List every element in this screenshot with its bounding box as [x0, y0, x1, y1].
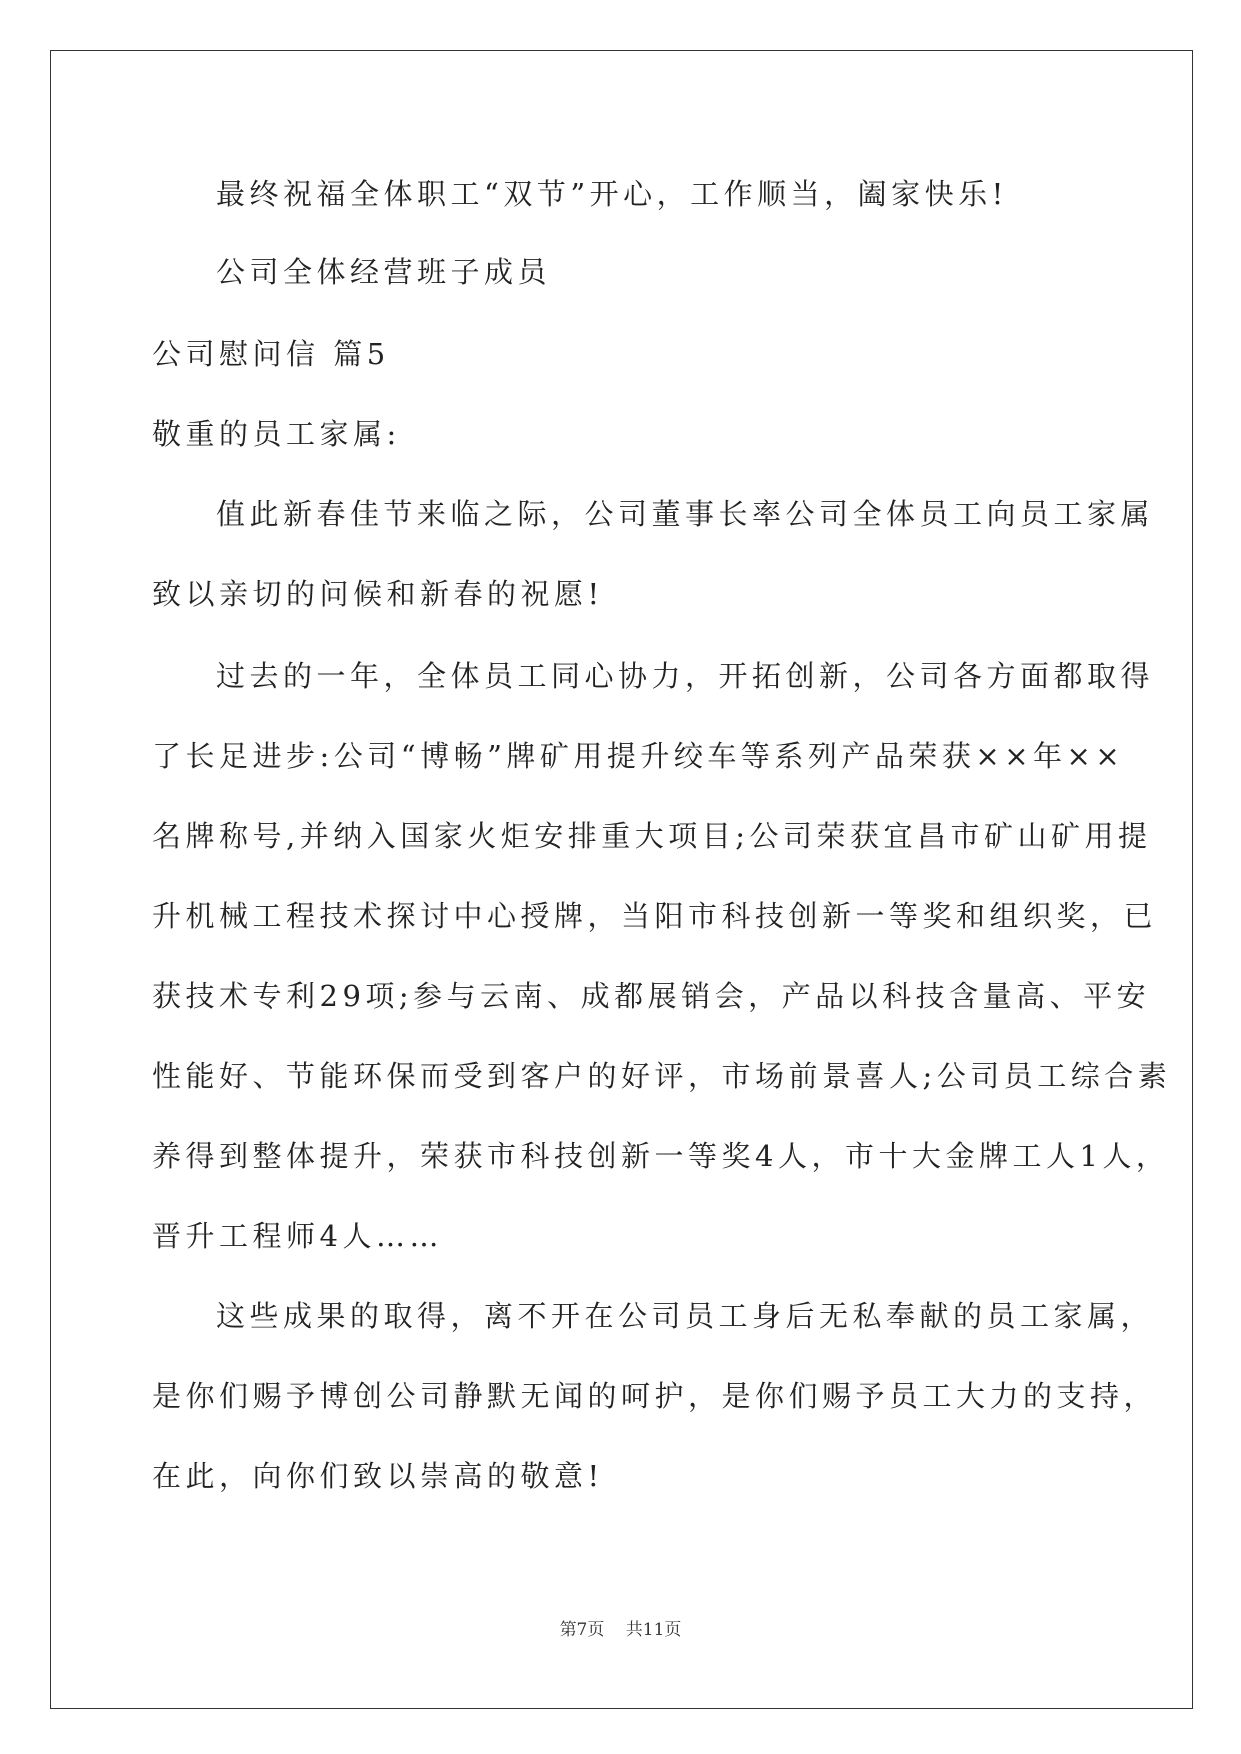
text-line: 养得到整体提升，荣获市科技创新一等奖4人，市十大金牌工人1人， — [152, 1139, 1170, 1173]
text-line: 是你们赐予博创公司静默无闻的呵护，是你们赐予员工大力的支持， — [152, 1379, 1158, 1413]
text-line: 致以亲切的问候和新春的祝愿! — [152, 577, 604, 611]
salutation: 敬重的员工家属: — [152, 417, 401, 451]
text-line: 名牌称号,并纳入国家火炬安排重大项目;公司荣获宜昌市矿山矿用提 — [152, 819, 1152, 853]
text-line: 这些成果的取得，离不开在公司员工身后无私奉献的员工家属， — [216, 1299, 1155, 1333]
text-line: 在此，向你们致以崇高的敬意! — [152, 1459, 604, 1493]
text-line: 晋升工程师4人…… — [152, 1219, 443, 1253]
page-footer — [0, 1619, 1241, 1641]
text-line: 值此新春佳节来临之际，公司董事长率公司全体员工向员工家属 — [216, 497, 1155, 531]
text-line: 升机械工程技术探讨中心授牌，当阳市科技创新一等奖和组织奖，已 — [152, 899, 1158, 933]
text-line: 了长足进步:公司“博畅”牌矿用提升绞车等系列产品荣获××年×× — [152, 739, 1125, 773]
section-heading: 公司慰问信 篇5 — [152, 337, 390, 371]
paragraph-closing-wish: 最终祝福全体职工“双节”开心，工作顺当，阖家快乐! — [216, 177, 1008, 211]
signature-line: 公司全体经营班子成员 — [216, 255, 552, 289]
page-total: 共11页 — [625, 1620, 682, 1640]
text-line: 性能好、节能环保而受到客户的好评，市场前景喜人;公司员工综合素 — [152, 1059, 1172, 1093]
text-line: 获技术专利29项;参与云南、成都展销会，产品以科技含量高、平安 — [152, 979, 1151, 1013]
page-number: 第7页 — [559, 1620, 605, 1640]
text-line: 过去的一年，全体员工同心协力，开拓创新，公司各方面都取得 — [216, 659, 1155, 693]
